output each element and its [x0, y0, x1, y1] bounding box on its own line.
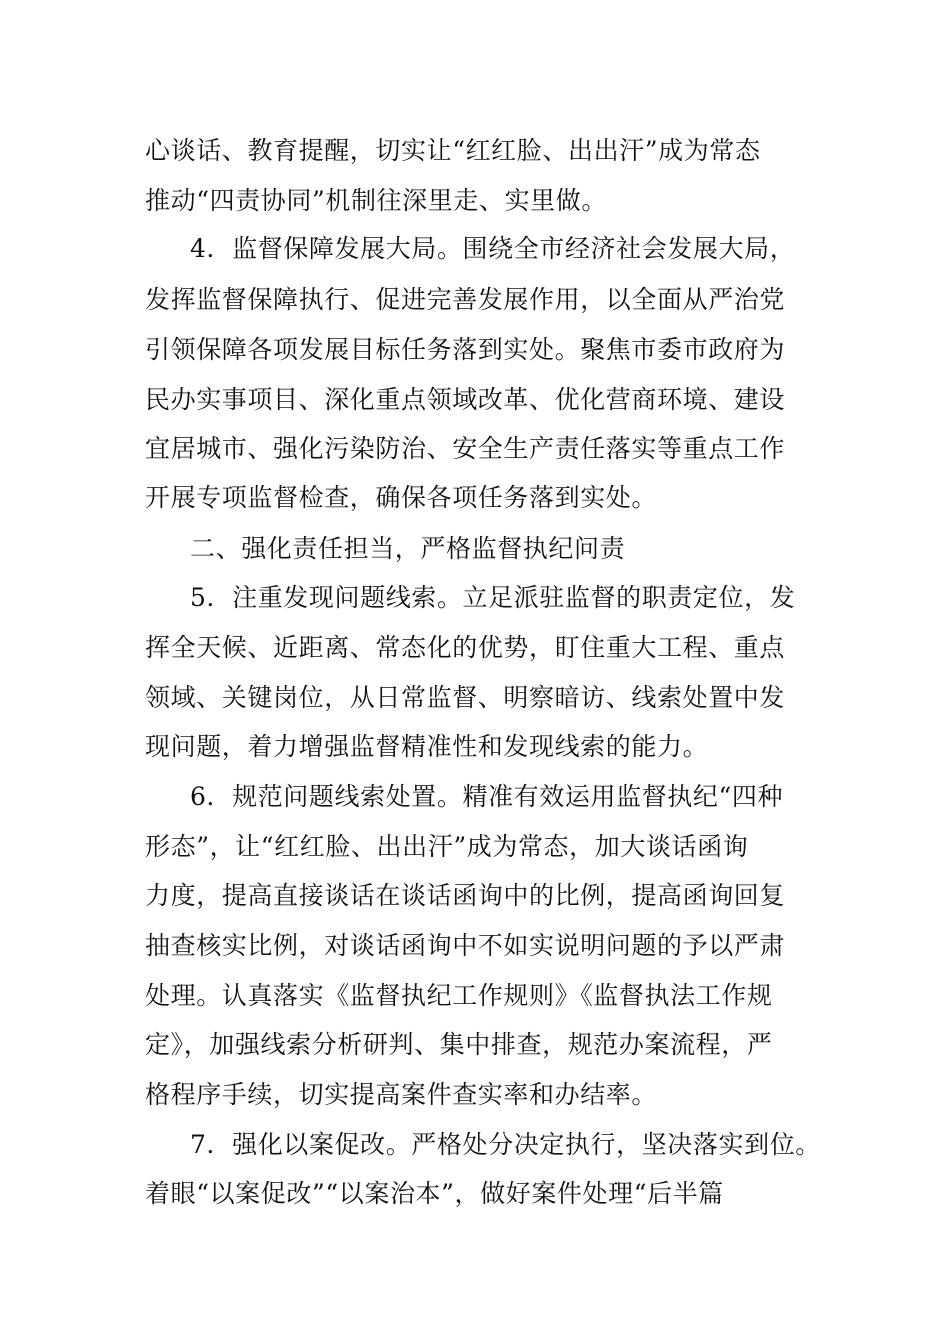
text-line-2: 推动“四责协同”机制往深里走、实里做。 — [145, 186, 607, 215]
text-line-6: 民办实事项目、深化重点领域改革、优化营商环境、建设 — [145, 385, 786, 414]
paragraph-7-heading-line: 7．强化以案促改。严格处分决定执行，坚决落实到位。 — [190, 1130, 821, 1159]
text-line-18: 处理。认真落实《监督执纪工作规则》《监督执法工作规 — [145, 981, 773, 1010]
text-line-12: 领域、关键岗位，从日常监督、明察暗访、线索处置中发 — [145, 683, 786, 712]
text-line-22: 着眼“以案促改”“以案治本”，做好案件处理“后半篇 — [145, 1179, 724, 1208]
text-line-20: 格程序手续，切实提高案件查实率和办结率。 — [145, 1080, 658, 1109]
text-line-8: 开展专项监督检查，确保各项任务落到实处。 — [145, 483, 658, 512]
text-line-4: 发挥监督保障执行、促进完善发展作用，以全面从严治党 — [145, 285, 786, 314]
text-line-13: 现问题，着力增强监督精准性和发现线索的能力。 — [145, 732, 709, 761]
text-line-5: 引领保障各项发展目标任务落到实处。聚焦市委市政府为 — [145, 335, 786, 364]
paragraph-6-heading-line: 6．规范问题线索处置。精准有效运用监督执纪“四种 — [190, 782, 784, 811]
paragraph-5-heading-line: 5．注重发现问题线索。立足派驻监督的职责定位，发 — [190, 583, 796, 612]
text-line-7: 宜居城市、强化污染防治、安全生产责任落实等重点工作 — [145, 434, 786, 463]
text-line-17: 抽查核实比例，对谈话函询中不如实说明问题的予以严肃 — [145, 931, 786, 960]
text-line-16: 力度，提高直接谈话在谈话函询中的比例，提高函询回复 — [145, 881, 786, 910]
text-line-19: 定》，加强线索分析研判、集中排查，规范办案流程，严 — [145, 1030, 773, 1059]
paragraph-4-heading-line: 4．监督保障发展大局。围绕全市经济社会发展大局， — [190, 234, 796, 263]
section-heading: 二、强化责任担当，严格监督执纪问责 — [190, 534, 626, 563]
text-line-11: 挥全天候、近距离、常态化的优势，盯住重大工程、重点 — [145, 633, 786, 662]
text-line-15: 形态”，让“红红脸、出出汗”成为常态，加大谈话函询 — [145, 832, 749, 861]
text-line-1: 心谈话、教育提醒，切实让“红红脸、出出汗”成为常态 — [145, 136, 761, 165]
